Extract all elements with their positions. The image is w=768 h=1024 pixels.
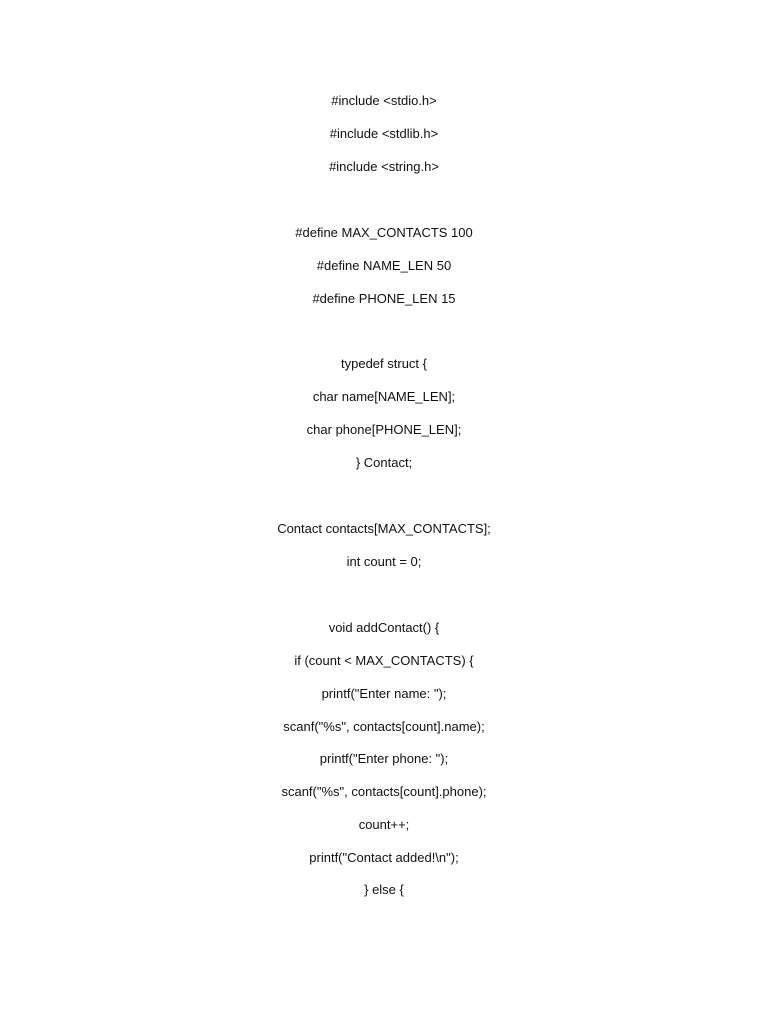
code-line-count-init: int count = 0; <box>346 554 422 569</box>
code-line-define-max-contacts: #define MAX_CONTACTS 100 <box>295 225 473 240</box>
code-line-count-increment: count++; <box>358 817 410 832</box>
code-line-include-stdio: #include <stdio.h> <box>331 93 437 108</box>
code-line-printf-phone: printf("Enter phone: "); <box>319 751 449 766</box>
code-line-include-string: #include <string.h> <box>329 159 439 174</box>
code-line-scanf-name: scanf("%s", contacts[count].name); <box>283 719 485 734</box>
code-line-include-stdlib: #include <stdlib.h> <box>329 126 439 141</box>
code-line-field-name: char name[NAME_LEN]; <box>312 389 456 404</box>
code-line-printf-name: printf("Enter name: "); <box>321 686 447 701</box>
code-line-if-count: if (count < MAX_CONTACTS) { <box>294 653 474 668</box>
code-line-else: } else { <box>364 882 404 897</box>
code-line-typedef-struct: typedef struct { <box>341 356 427 371</box>
code-line-scanf-phone: scanf("%s", contacts[count].phone); <box>281 784 487 799</box>
code-line-define-phone-len: #define PHONE_LEN 15 <box>312 291 456 306</box>
code-line-define-name-len: #define NAME_LEN 50 <box>316 258 452 273</box>
code-line-printf-added: printf("Contact added!\n"); <box>309 850 459 865</box>
code-line-contacts-array: Contact contacts[MAX_CONTACTS]; <box>277 521 491 536</box>
code-line-field-phone: char phone[PHONE_LEN]; <box>306 422 462 437</box>
code-line-addcontact-signature: void addContact() { <box>328 620 440 635</box>
code-line-struct-close: } Contact; <box>355 455 413 470</box>
